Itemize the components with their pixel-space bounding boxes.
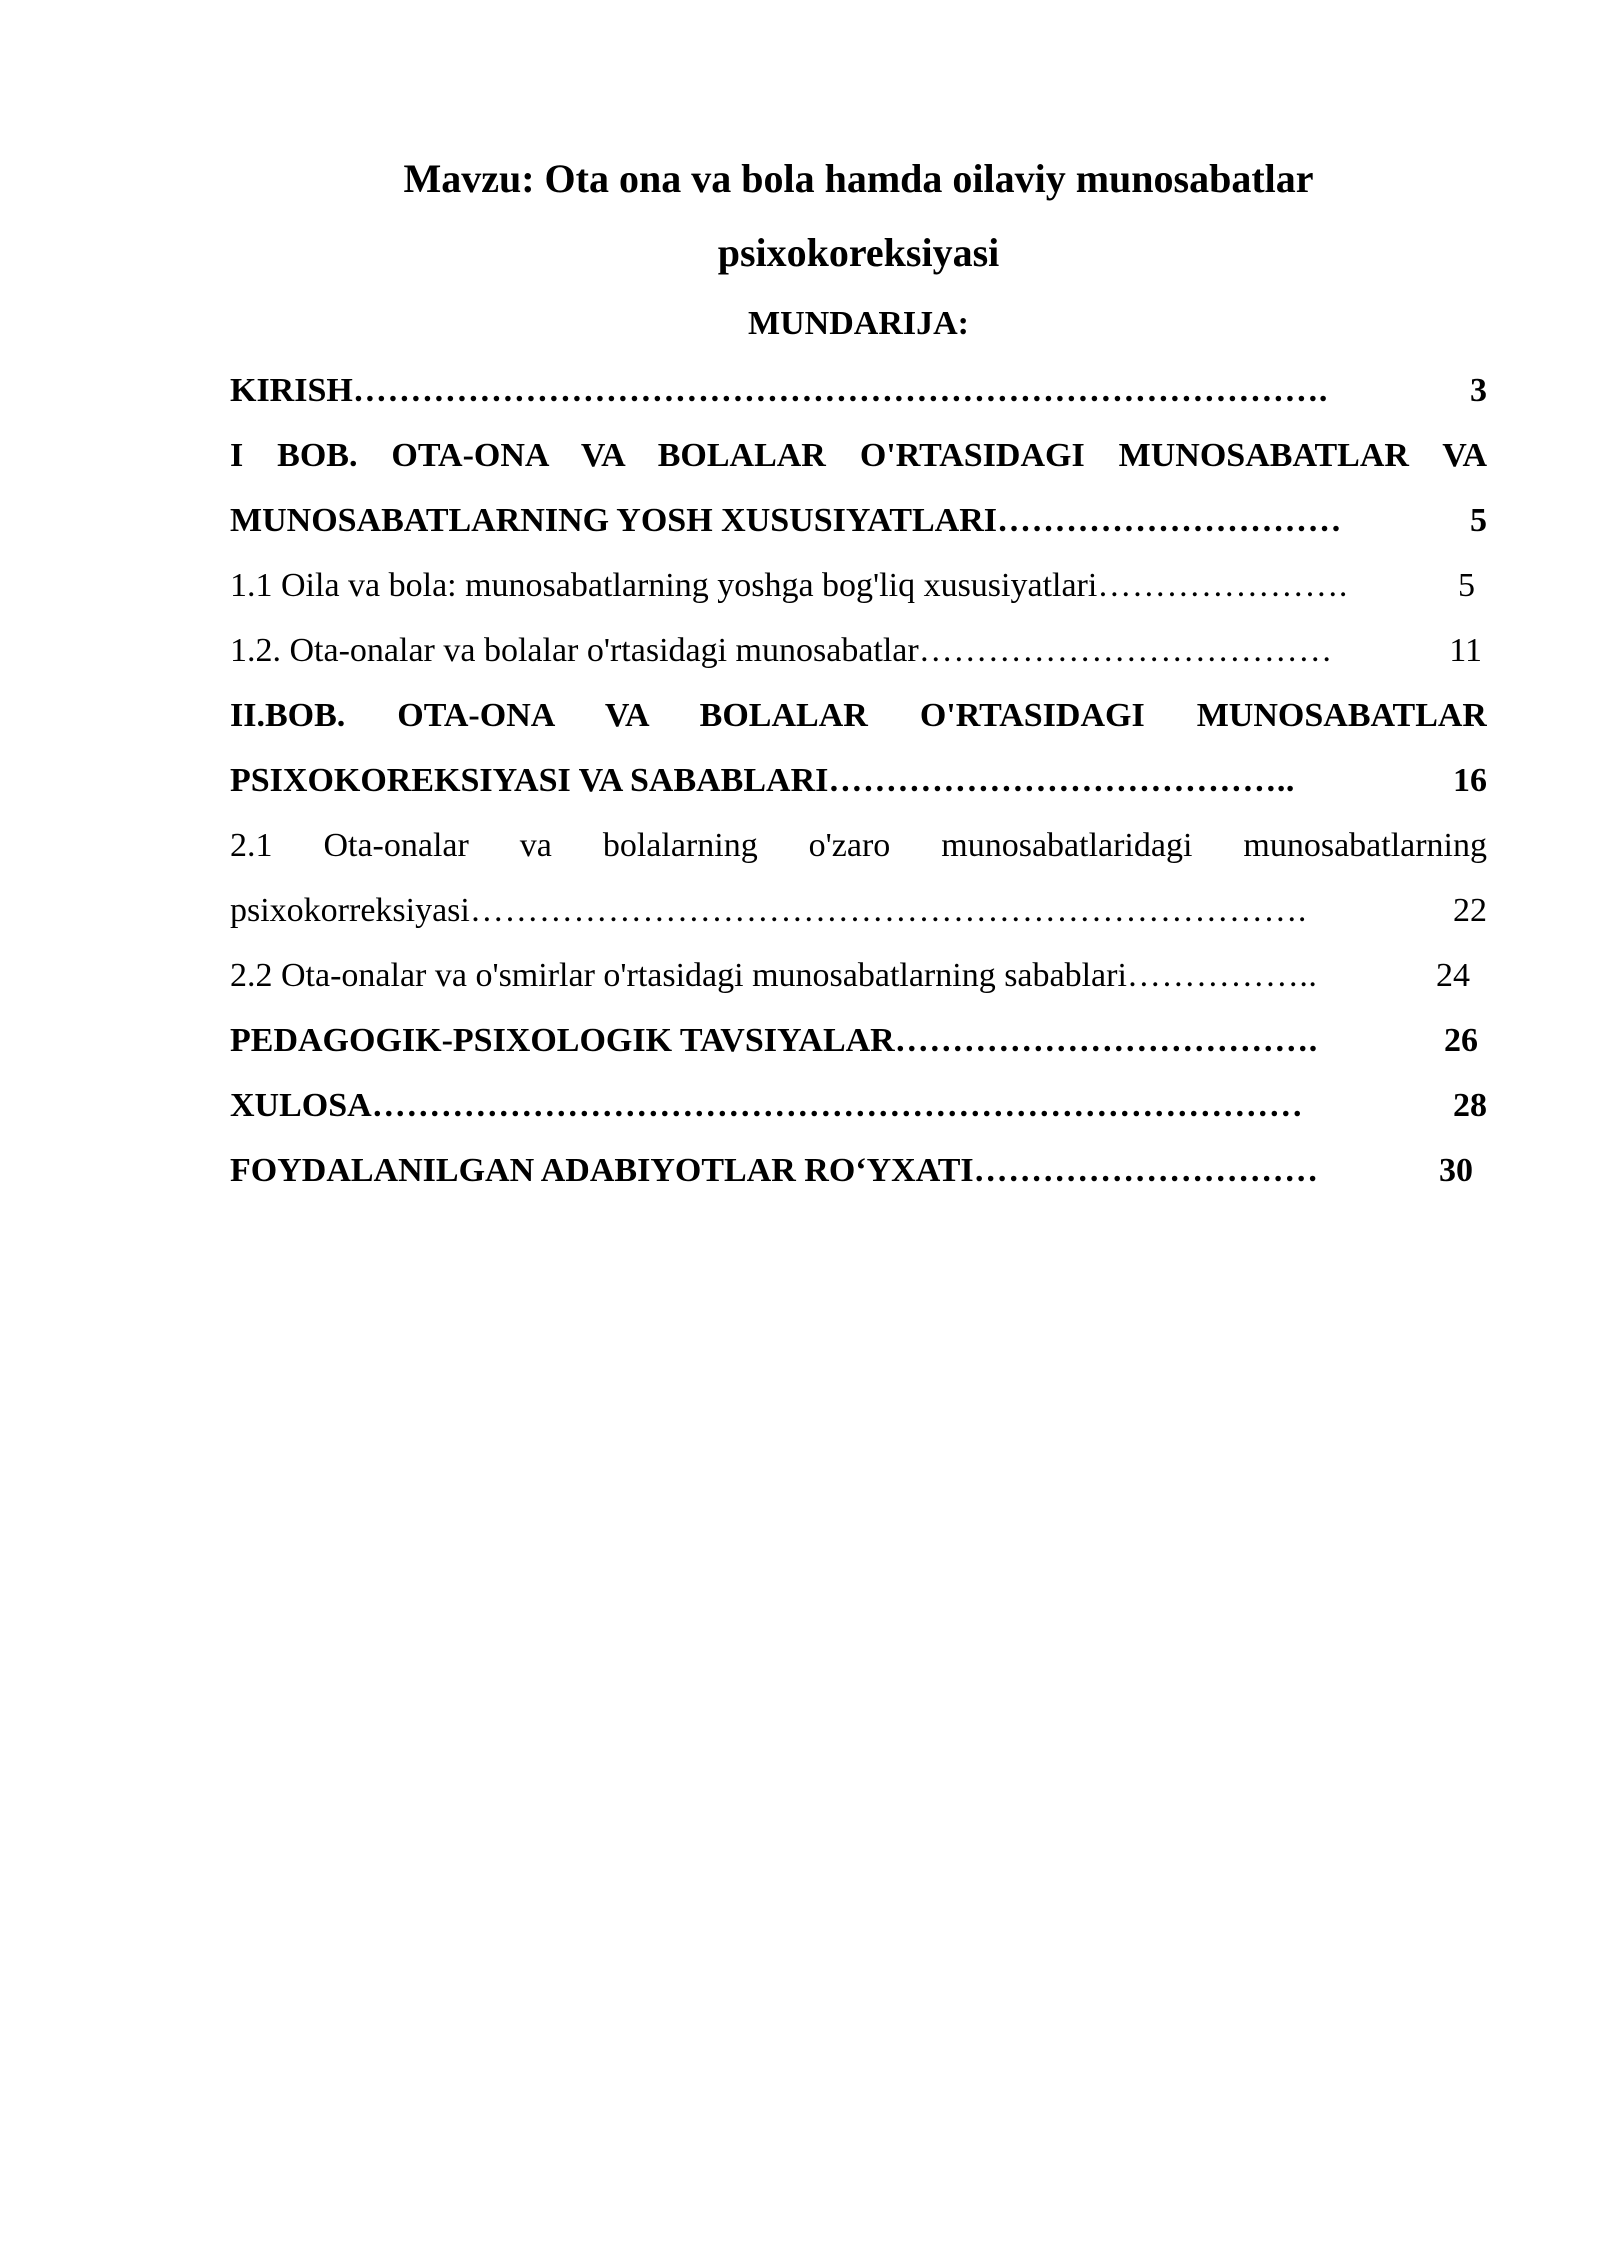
toc-leader-dots: ……………………………….	[894, 1022, 1318, 1059]
toc-leader-dots: …………………………………..	[828, 762, 1295, 799]
toc-leader-dots: ……………..	[1126, 957, 1318, 994]
toc-leader-dots: ……………………………………………………………….	[469, 892, 1307, 929]
toc-entry-xulosa	[230, 1086, 1487, 1126]
toc-page-number: 3	[1470, 372, 1487, 409]
toc-page-number: 5	[1458, 567, 1475, 604]
toc-page-number: 22	[1453, 892, 1487, 929]
toc-leader-dots: ………………………………………………………………………	[371, 1087, 1304, 1124]
toc-leader-dots: …………………………	[973, 1152, 1319, 1189]
toc-entry-tavsiyalar	[230, 1021, 1478, 1061]
toc-entry-adabiyotlar	[230, 1151, 1473, 1191]
toc-entry-label: 2.2 Ota-onalar va o'smirlar o'rtasidagi munosabatlarning sabablari	[230, 957, 1127, 994]
toc-page-number: 28	[1453, 1087, 1487, 1124]
toc-entry-bob1-line1: I BOB. OTA-ONA VA BOLALAR O'RTASIDAGI MUNOSABATLAR VA	[230, 437, 1487, 474]
toc-entry-2-1	[230, 891, 1487, 931]
document-title-line-1: Mavzu: Ota ona va bola hamda oilaviy munosabatlar	[403, 156, 1314, 201]
toc-leader-dots: ………………….	[1097, 567, 1348, 604]
toc-entry-2-2	[230, 956, 1470, 996]
toc-entry-bob1	[230, 501, 1487, 541]
toc-leader-dots: ………………………………………………………………………….	[352, 372, 1328, 409]
toc-entry-label: psixokorreksiyasi	[230, 892, 470, 929]
toc-entry-label: MUNOSABATLARNING YOSH XUSUSIYATLARI	[230, 502, 998, 539]
toc-entry-1-1	[230, 566, 1475, 606]
toc-entry-label: PEDAGOGIK-PSIXOLOGIK TAVSIYALAR	[230, 1022, 895, 1059]
toc-entry-2-1-line1: 2.1 Ota-onalar va bolalarning o'zaro munosabatlaridagi munosabatlarning	[230, 827, 1487, 864]
toc-leader-dots: …………………………	[997, 502, 1343, 539]
toc-page-number: 16	[1453, 762, 1487, 799]
toc-entry-bob2-line1: II.BOB. OTA-ONA VA BOLALAR O'RTASIDAGI MUNOSABATLAR	[230, 697, 1487, 734]
toc-entry-label: 1.2. Ota-onalar va bolalar o'rtasidagi munosabatlar	[230, 632, 919, 669]
document-title-line-2: psixokoreksiyasi	[717, 230, 1000, 275]
toc-entry-label: PSIXOKOREKSIYASI VA SABABLARI	[230, 762, 829, 799]
toc-entry-label: 1.1 Oila va bola: munosabatlarning yoshga bog'liq xususiyatlari	[230, 567, 1098, 604]
toc-page-number: 5	[1470, 502, 1487, 539]
toc-entry-1-2	[230, 631, 1482, 671]
toc-page-number: 11	[1449, 632, 1482, 669]
toc-leader-dots: ………………………………	[918, 632, 1333, 669]
toc-entry-label: XULOSA	[230, 1087, 372, 1124]
toc-heading: MUNDARIJA:	[748, 305, 969, 342]
toc-entry-bob2	[230, 761, 1487, 801]
toc-page-number: 24	[1436, 957, 1470, 994]
toc-entry-label: KIRISH	[230, 372, 353, 409]
toc-page-number: 30	[1439, 1152, 1473, 1189]
toc-entry-kirish	[230, 371, 1487, 411]
toc-entry-label: FOYDALANILGAN ADABIYOTLAR RO‘YXATI	[230, 1152, 974, 1189]
toc-page-number: 26	[1444, 1022, 1478, 1059]
